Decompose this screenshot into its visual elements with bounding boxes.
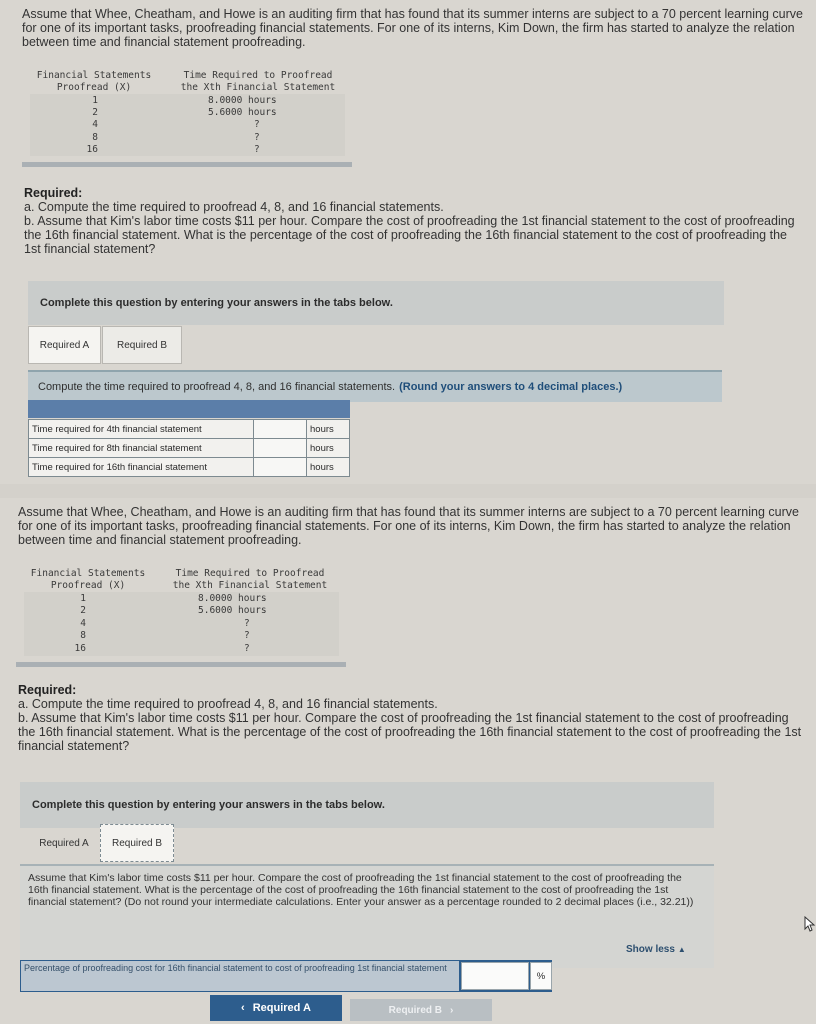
table-cell-x: 4 bbox=[92, 119, 98, 131]
next-required-b-button[interactable]: Required B › bbox=[350, 999, 492, 1021]
unit-label: hours bbox=[307, 458, 350, 477]
col2-header-line2: the Xth Financial Statement bbox=[180, 82, 336, 93]
part-b-instruction: Assume that Kim's labor time costs $11 per hour. Compare the cost of proofreading the 1st financial statement to the cost of proofreading the 16th financial statement. What is the percentage of the cost of proofreading the 16th financial statement to the cost of proofreading the 1st financial statement? (Do not round your intermediate calculations. Enter your answer as a percentage rounded to 2 decimal places (i.e., 32.21)) bbox=[28, 872, 694, 908]
table-col1-header bbox=[32, 70, 156, 94]
tab-required-b[interactable]: Required B bbox=[102, 326, 182, 364]
instructions-banner bbox=[28, 281, 724, 325]
col1-header-line1: Financial Statements bbox=[36, 70, 152, 81]
row-label: Time required for 4th financial statement bbox=[29, 420, 254, 439]
table-cell-x: 1 bbox=[92, 95, 98, 106]
required-section-repeat: Required: a. Compute the time required to proofread 4, 8, and 16 financial statements. b. Assume that Kim's labor time costs $11 per hour. Compare the cost of proofreading the 1st financial statement to the cost of proofreading the 16th financial statement. What is the percentage of the cost of proofreading the 16th financial statement to the cost of proofreading the 1st financial statement? bbox=[18, 683, 802, 753]
percentage-row-label: Percentage of proofreading cost for 16th financial statement to cost of proofreading 1st financial statement bbox=[21, 961, 459, 991]
table-cell-time: ? bbox=[254, 119, 260, 131]
table-x-column bbox=[62, 593, 86, 655]
row-label: Time required for 8th financial statement bbox=[29, 439, 254, 458]
table-cell-time: ? bbox=[254, 143, 260, 155]
table-cell-x: 4 bbox=[80, 617, 86, 629]
chevron-right-icon: › bbox=[450, 1004, 454, 1016]
show-less-button[interactable]: Show less ▲ bbox=[626, 944, 686, 955]
table-cell-x: 8 bbox=[80, 630, 86, 642]
row-label: Time required for 16th financial statement bbox=[29, 458, 254, 477]
table-row bbox=[29, 458, 350, 477]
round-note: (Round your answers to 4 decimal places.) bbox=[399, 381, 623, 393]
unit-label: hours bbox=[307, 439, 350, 458]
table-x-column bbox=[74, 95, 98, 156]
table-cell-time: ? bbox=[254, 131, 260, 143]
tab-required-a[interactable]: Required A bbox=[28, 326, 101, 364]
table-cell-time: ? bbox=[244, 630, 250, 642]
table-cell-time: 5.6000 hours bbox=[208, 107, 277, 119]
table-cell-time: ? bbox=[244, 617, 250, 629]
part-a-answer-table bbox=[28, 419, 350, 477]
table-time-column bbox=[198, 593, 308, 655]
required-section bbox=[24, 186, 804, 256]
percentage-input[interactable] bbox=[461, 962, 529, 990]
learning-curve-table-repeat bbox=[16, 566, 346, 670]
required-b-text: b. Assume that Kim's labor time costs $11 per hour. Compare the cost of proofreading the 1st financial statement to the cost of proofreading the 16th financial statement. What is the percentage of the cost of proofreading the 16th financial statement to the cost of proofreading the 1st financial statement? bbox=[24, 214, 795, 256]
table-col2-header bbox=[178, 70, 338, 94]
instructions-banner-repeat: Complete this question by entering your answers in the tabs below. bbox=[20, 782, 714, 828]
table-cell-x: 16 bbox=[86, 143, 98, 155]
unit-label: hours bbox=[307, 420, 350, 439]
table-cell-x: 1 bbox=[80, 593, 86, 604]
caret-up-icon: ▲ bbox=[677, 945, 686, 954]
problem-intro-repeat: Assume that Whee, Cheatham, and Howe is an auditing firm that has found that its summer interns are subject to a 70 percent learning curve for one of its important tasks, proofreading financial statements. For one of its interns, Kim Down, the firm has started to analyze the relation between time and financial statement proofreading. bbox=[18, 505, 799, 547]
banner-text: Complete this question by entering your answers in the tabs below. bbox=[40, 297, 393, 309]
previous-required-a-button[interactable]: ‹ Required A bbox=[210, 995, 342, 1021]
table-col2-header: Time Required to Proofread the Xth Financial Statement bbox=[172, 568, 328, 591]
learning-curve-table bbox=[22, 68, 352, 166]
table-cell-x: 2 bbox=[80, 605, 86, 617]
table-row bbox=[29, 439, 350, 458]
table-col1-header: Financial Statements Proofread (X) bbox=[30, 568, 146, 591]
table-cell-time: ? bbox=[244, 642, 250, 654]
chevron-left-icon: ‹ bbox=[241, 1002, 245, 1014]
problem-intro: Assume that Whee, Cheatham, and Howe is an auditing firm that has found that its summer interns are subject to a 70 percent learning curve for one of its important tasks, proofreading financial statements. For one of its interns, Kim Down, the firm has started to analyze the relation between time and financial statement proofreading. bbox=[22, 7, 803, 49]
table-cell-x: 2 bbox=[92, 107, 98, 119]
col2-header-line1: Time Required to Proofread bbox=[183, 70, 333, 81]
percent-unit: % bbox=[530, 962, 552, 990]
table-cell-time: 5.6000 hours bbox=[198, 605, 267, 617]
table-time-column bbox=[208, 95, 318, 156]
tab-required-b[interactable]: Required B bbox=[100, 824, 174, 862]
required-title: Required: bbox=[24, 186, 83, 200]
answer-input-8th[interactable] bbox=[254, 439, 307, 458]
part-a-instruction: Compute the time required to proofread 4, 8, and 16 financial statements. (Round your answers to 4 decimal places.) bbox=[28, 370, 722, 402]
table-row bbox=[29, 420, 350, 439]
table-cell-x: 16 bbox=[74, 642, 86, 654]
answer-input-16th[interactable] bbox=[254, 458, 307, 477]
table-cell-time: 8.0000 hours bbox=[208, 95, 277, 106]
tab-required-a[interactable]: Required A bbox=[39, 837, 89, 849]
answer-input-4th[interactable] bbox=[254, 420, 307, 439]
required-a-text: a. Compute the time required to proofread 4, 8, and 16 financial statements. bbox=[24, 200, 444, 214]
col1-header-line2: Proofread (X) bbox=[56, 82, 132, 93]
table-cell-x: 8 bbox=[92, 131, 98, 143]
table-cell-time: 8.0000 hours bbox=[198, 593, 267, 604]
mouse-pointer-icon bbox=[804, 916, 816, 932]
